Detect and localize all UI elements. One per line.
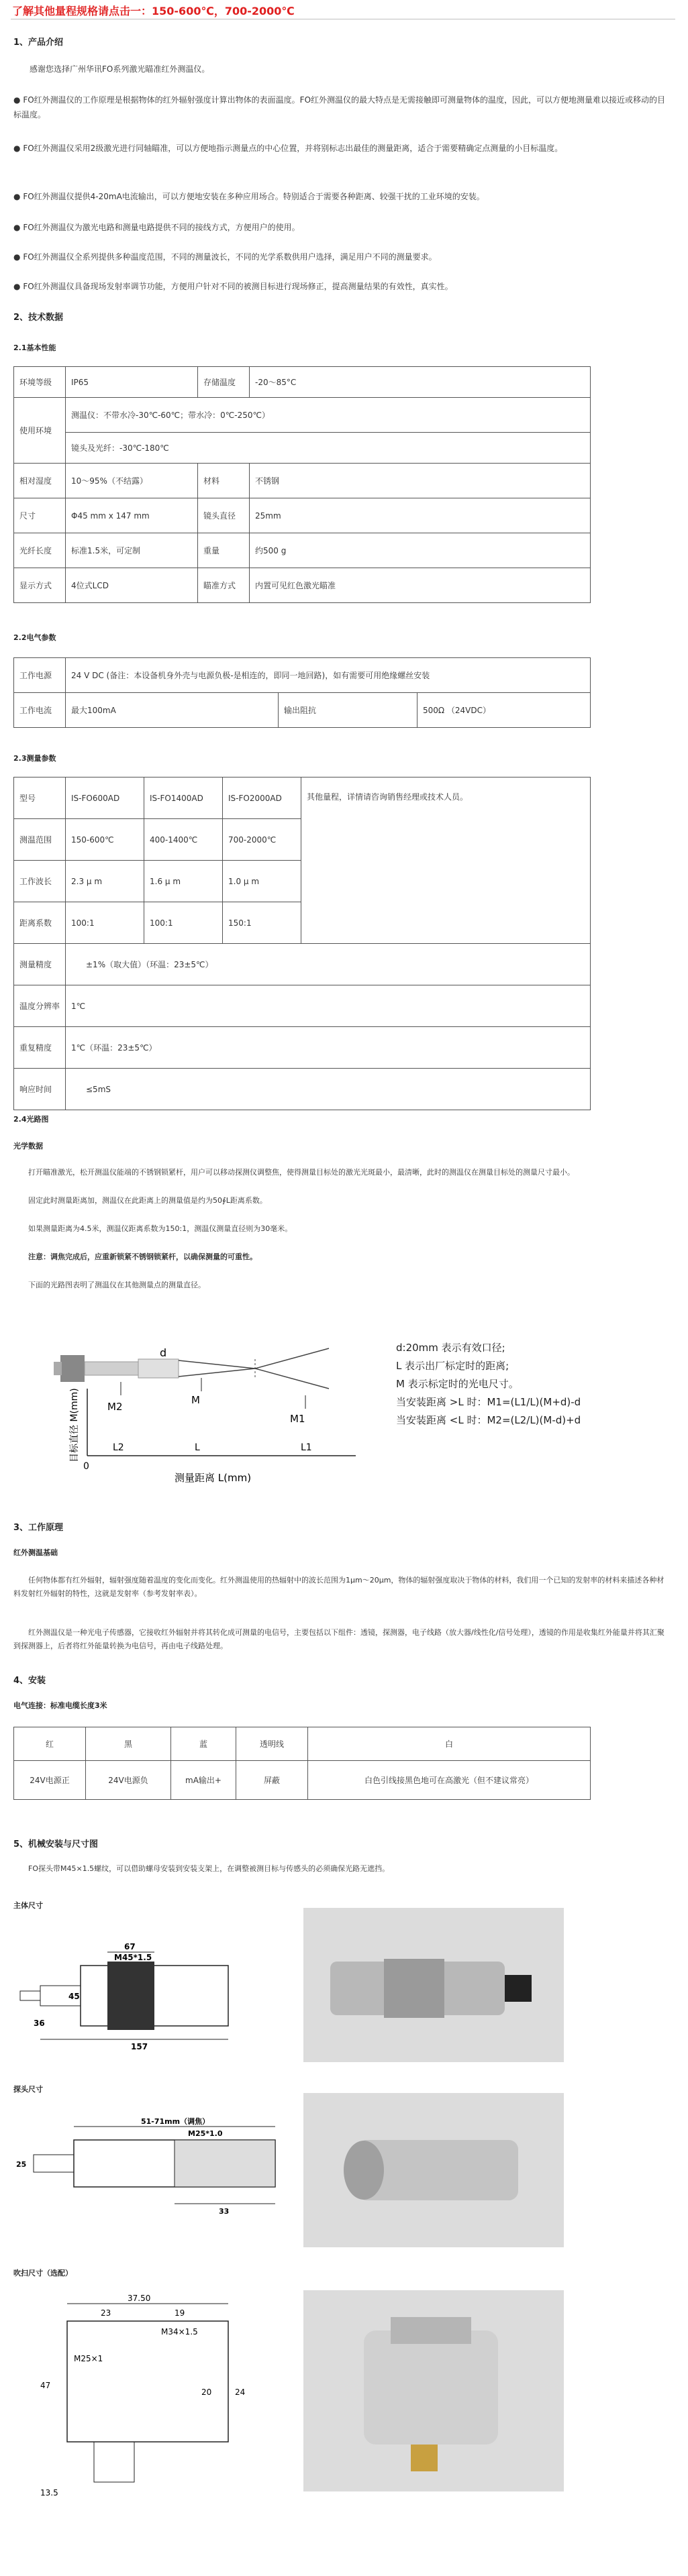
cell-value: 24 V DC (备注：本设备机身外壳与电源负极-是相连的，即同一地回路)，如有需要可用绝缘螺丝安装 [66, 658, 591, 693]
intro-item-1 [13, 93, 671, 122]
cell-label: 测量精度 [14, 944, 66, 985]
label-M1: M1 [290, 1413, 305, 1425]
cell-note: 其他量程，详情请咨询销售经理或技术人员。 [301, 777, 591, 944]
cell-value: 内置可见红色激光瞄准 [250, 568, 591, 603]
optics-p3: 如果测量距离为4.5米，测温仪距离系数为150:1，测温仪测量直径则为30毫米。 [28, 1224, 293, 1233]
cell-label: 尺寸 [14, 498, 66, 533]
dim-25: 25 [16, 2160, 27, 2169]
cell-value: -20～85°C [250, 367, 591, 398]
bullet-icon: ● [13, 144, 21, 153]
cell-label: 重复精度 [14, 1027, 66, 1069]
optics-p1: 打开瞄准激光，松开测温仪能端的不锈钢锁紧杆，用户可以移动探测仪调整焦，使得测量目标处的激光光斑最小，最清晰，此时的测温仪在测量目标处的测量尺寸最小。 [28, 1168, 575, 1177]
range-link-banner[interactable] [12, 3, 295, 18]
wire-header: 红 [14, 1727, 86, 1761]
bullet-icon: ● [13, 95, 21, 105]
main-body-drawing [13, 1932, 295, 2053]
optics-p2: 固定此时测量距离加，测温仪在此距离上的测量值是约为50∮L距离系数。 [28, 1196, 267, 1205]
dim-23: 23 [101, 2308, 111, 2318]
intro-text-3: FO红外测温仪提供4-20mA电流输出，可以方便地安装在多种应用场合。特别适合于需要各种距离、较强干扰的工业环境的安装。 [23, 192, 485, 201]
cell-value: 25mm [250, 498, 591, 533]
dim-19: 19 [175, 2308, 185, 2318]
cell-label: 工作电流 [14, 693, 66, 728]
cell-model: IS-FO600AD [66, 777, 144, 819]
section-title-intro: 1、产品介绍 [13, 38, 64, 48]
cell-value: Φ45 mm x 147 mm [66, 498, 198, 533]
cell-label: 材料 [198, 464, 250, 498]
dim-37: 37.50 [128, 2294, 151, 2303]
optics-subtitle: 光学数据 [13, 1142, 43, 1150]
cell-value: 150:1 [223, 902, 301, 944]
label-d: d [160, 1346, 167, 1359]
cell-value: 约500 g [250, 533, 591, 568]
electrical-table [13, 657, 591, 728]
bullet-icon: ● [13, 223, 21, 232]
intro-text-4: FO红外测温仪为激光电路和测量电路提供不同的接线方式，方便用户的使用。 [23, 223, 300, 232]
wire-header: 透明线 [236, 1727, 308, 1761]
cell-label: 重量 [198, 533, 250, 568]
cell-value: 500Ω （24VDC） [417, 693, 591, 728]
probe-photo [303, 2093, 564, 2247]
section-title-install: 4、安装 [13, 1676, 46, 1686]
dim-67: 67 [124, 1942, 136, 1951]
section-title-mech: 5、机械安装与尺寸图 [13, 1839, 99, 1849]
main-body-photo [303, 1908, 564, 2062]
cell-label: 工作波长 [14, 861, 66, 902]
legend-line: d:20mm 表示有效口径; [396, 1342, 505, 1354]
label-M: M [191, 1394, 200, 1406]
cell-label: 型号 [14, 777, 66, 819]
cell-value: 1℃ [66, 985, 591, 1027]
basic-spec-table [13, 366, 591, 603]
label-L1: L1 [301, 1442, 312, 1453]
cell-value: 100:1 [144, 902, 223, 944]
dim-thread1: M34×1.5 [161, 2327, 198, 2337]
optics-legend [396, 1339, 581, 1430]
probe-size-title: 探头尺寸 [13, 2085, 43, 2094]
mech-lead: FO探头带M45×1.5螺纹，可以借助螺母安装到安装支架上，在调整被测目标与传感头的必须确保光路无遮挡。 [28, 1864, 390, 1873]
sensor-head [60, 1355, 85, 1382]
dim-thread-probe: M25*1.0 [188, 2129, 223, 2138]
cell-label: 环境等级 [14, 367, 66, 398]
intro-item-6 [13, 279, 671, 294]
cell-value: 150-600℃ [66, 819, 144, 861]
cell-label: 镜头直径 [198, 498, 250, 533]
dim-24: 24 [235, 2387, 246, 2397]
cell-value: 标准1.5米，可定制 [66, 533, 198, 568]
cell-label: 温度分辨率 [14, 985, 66, 1027]
cell-value: ≤5mS [66, 1069, 591, 1110]
bullet-icon: ● [13, 252, 21, 262]
banner-range[interactable]: 150-600℃，700-2000℃ [152, 5, 295, 17]
cell-value: 400-1400℃ [144, 819, 223, 861]
wire-value: 屏蔽 [236, 1761, 308, 1800]
measure-table [13, 777, 591, 1110]
wire-header: 黑 [86, 1727, 171, 1761]
legend-line: M 表示标定时的光电尺寸。 [396, 1378, 519, 1390]
cell-value: 700-2000℃ [223, 819, 301, 861]
optics-title: 2.4光路图 [13, 1115, 49, 1124]
install-subtitle: 电气连接：标准电缆长度3米 [13, 1701, 107, 1710]
measure-title: 2.3测量参数 [13, 754, 56, 763]
optical-path-diagram [40, 1322, 389, 1489]
basic-title: 2.1基本性能 [13, 343, 56, 352]
cell-value: 1.0 μ m [223, 861, 301, 902]
label-L2: L2 [113, 1442, 124, 1453]
label-M2: M2 [107, 1401, 123, 1413]
label-zero: 0 [83, 1461, 89, 1472]
x-axis-label: 测量距离 L(mm) [175, 1472, 252, 1484]
dim-47: 47 [40, 2381, 51, 2390]
cell-label: 距离系数 [14, 902, 66, 944]
dim-13: 13.5 [40, 2488, 58, 2498]
cell-label: 工作电源 [14, 658, 66, 693]
legend-line: L 表示出厂标定时的距离; [396, 1360, 509, 1372]
cell-label: 显示方式 [14, 568, 66, 603]
intro-item-3 [13, 189, 671, 204]
y-axis-label: 目标直径 M(mm) [69, 1388, 80, 1462]
cell-value: 1.6 μ m [144, 861, 223, 902]
cell-label: 响应时间 [14, 1069, 66, 1110]
cell-value: 测温仪：不带水冷-30℃-60℃；带水冷：0℃-250℃） [66, 398, 591, 433]
cell-value: 4位式LCD [66, 568, 198, 603]
banner-prefix: 了解其他量程规格请点击一： [12, 5, 152, 17]
dim-157: 157 [131, 2042, 148, 2051]
wiring-table [13, 1727, 591, 1800]
optics-p4: 注意：调焦完成后，应重新锁紧不锈钢锁紧杆，以确保测量的可重性。 [28, 1252, 257, 1261]
cell-value: 2.3 μ m [66, 861, 144, 902]
principle-subtitle: 红外测温基础 [13, 1548, 58, 1557]
dim-45: 45 [68, 1992, 80, 2001]
dim-36: 36 [34, 2019, 45, 2028]
intro-item-5 [13, 250, 671, 264]
intro-text-6: FO红外测温仪具备现场发射率调节功能，方便用户针对不同的被测目标进行现场修正，提高测量结果的有效性，真实性。 [23, 282, 453, 291]
principle-p2: 红外测温仪是一种光电子传感器，它接收红外辐射并将其转化成可测量的电信号，主要包括以下组件：透镜，探测器，电子线路（放大器/线性化/信号处理），透镜的作用是收集红外能量并将其汇聚到探测器上，后者将红外能量转换为电信号，再由电子线路处理。 [13, 1628, 665, 1650]
dim-51: 51-71mm（调焦） [141, 2117, 210, 2126]
section-title-principle: 3、工作原理 [13, 1523, 64, 1533]
dim-thread: M45*1.5 [114, 1953, 152, 1962]
main-size-title: 主体尺寸 [13, 1901, 43, 1910]
wire-header: 蓝 [171, 1727, 236, 1761]
dim-20: 20 [201, 2387, 212, 2397]
cell-label: 测温范围 [14, 819, 66, 861]
cell-value: 1℃（环温：23±5℃） [66, 1027, 591, 1069]
legend-line: 当安装距离 <L 时：M2=(L2/L)(M-d)+d [396, 1414, 581, 1426]
wire-value: 白色引线接黑色地可在高激光（但不建议常亮） [308, 1761, 591, 1800]
wire-value: mA输出+ [171, 1761, 236, 1800]
cell-label: 光纤长度 [14, 533, 66, 568]
sweep-photo [303, 2290, 564, 2491]
wire-header: 白 [308, 1727, 591, 1761]
cell-value: 100:1 [66, 902, 144, 944]
intro-item-2 [13, 141, 671, 156]
wire-value: 24V电源正 [14, 1761, 86, 1800]
dim-thread2: M25×1 [74, 2354, 103, 2363]
principle-p1: 任何物体都有红外辐射，辐射强度随着温度的变化而变化。红外测温使用的热辐射中的波长范围为1μm～20μm，物体的辐射强度取决于物体的材料，我们用一个已知的发射率的材料来描述各种材料发射红外辐射的特性，这就是发射率（参考发射率表）。 [13, 1576, 665, 1598]
cell-value: 10～95%（不结露） [66, 464, 198, 498]
wire-value: 24V电源负 [86, 1761, 171, 1800]
cell-model: IS-FO2000AD [223, 777, 301, 819]
dim-33: 33 [219, 2207, 230, 2216]
cell-model: IS-FO1400AD [144, 777, 223, 819]
probe-drawing [13, 2113, 295, 2220]
sweep-drawing [27, 2294, 282, 2516]
intro-lead: 感谢您选择广州华讯FO系列激光瞄准红外测温仪。 [30, 64, 210, 74]
intro-item-4 [13, 220, 671, 235]
legend-line: 当安装距离 >L 时：M1=(L1/L)(M+d)-d [396, 1396, 581, 1408]
cell-label: 输出阻抗 [279, 693, 417, 728]
cell-label: 瞄准方式 [198, 568, 250, 603]
cell-value: 不锈钢 [250, 464, 591, 498]
sweep-size-title: 吹扫尺寸（选配） [13, 2269, 72, 2277]
label-L: L [195, 1442, 200, 1453]
electrical-title: 2.2电气参数 [13, 633, 56, 642]
cell-value: 最大100mA [66, 693, 279, 728]
cell-value: 镜头及光纤：-30℃-180℃ [66, 433, 591, 464]
intro-text-5: FO红外测温仪全系列提供多种温度范围，不同的测量波长，不同的光学系数供用户选择，满足用户不同的测量要求。 [23, 252, 437, 262]
cell-label: 相对湿度 [14, 464, 66, 498]
bullet-icon: ● [13, 282, 21, 291]
intro-text-2: FO红外测温仪采用2级激光进行同轴瞄准，可以方便地指示测量点的中心位置，并将别标志出最佳的测量距离，适合于需要精确定点测量的小目标温度。 [23, 144, 563, 153]
cell-label: 存储温度 [198, 367, 250, 398]
optics-p5: 下面的光路图表明了测温仪在其他测量点的测量直径。 [28, 1281, 205, 1289]
section-title-tech: 2、技术数据 [13, 313, 64, 323]
bullet-icon: ● [13, 192, 21, 201]
cell-value: IP65 [66, 367, 198, 398]
cell-label: 使用环境 [14, 398, 66, 464]
cell-value: ±1%（取大值）（环温：23±5℃） [66, 944, 591, 985]
intro-text-1: FO红外测温仪的工作原理是根据物体的红外辐射强度计算出物体的表面温度。FO红外测温仪的最大特点是无需接触即可测量物体的温度，因此，可以方便地测量难以接近或移动的目标温度。 [13, 95, 666, 119]
